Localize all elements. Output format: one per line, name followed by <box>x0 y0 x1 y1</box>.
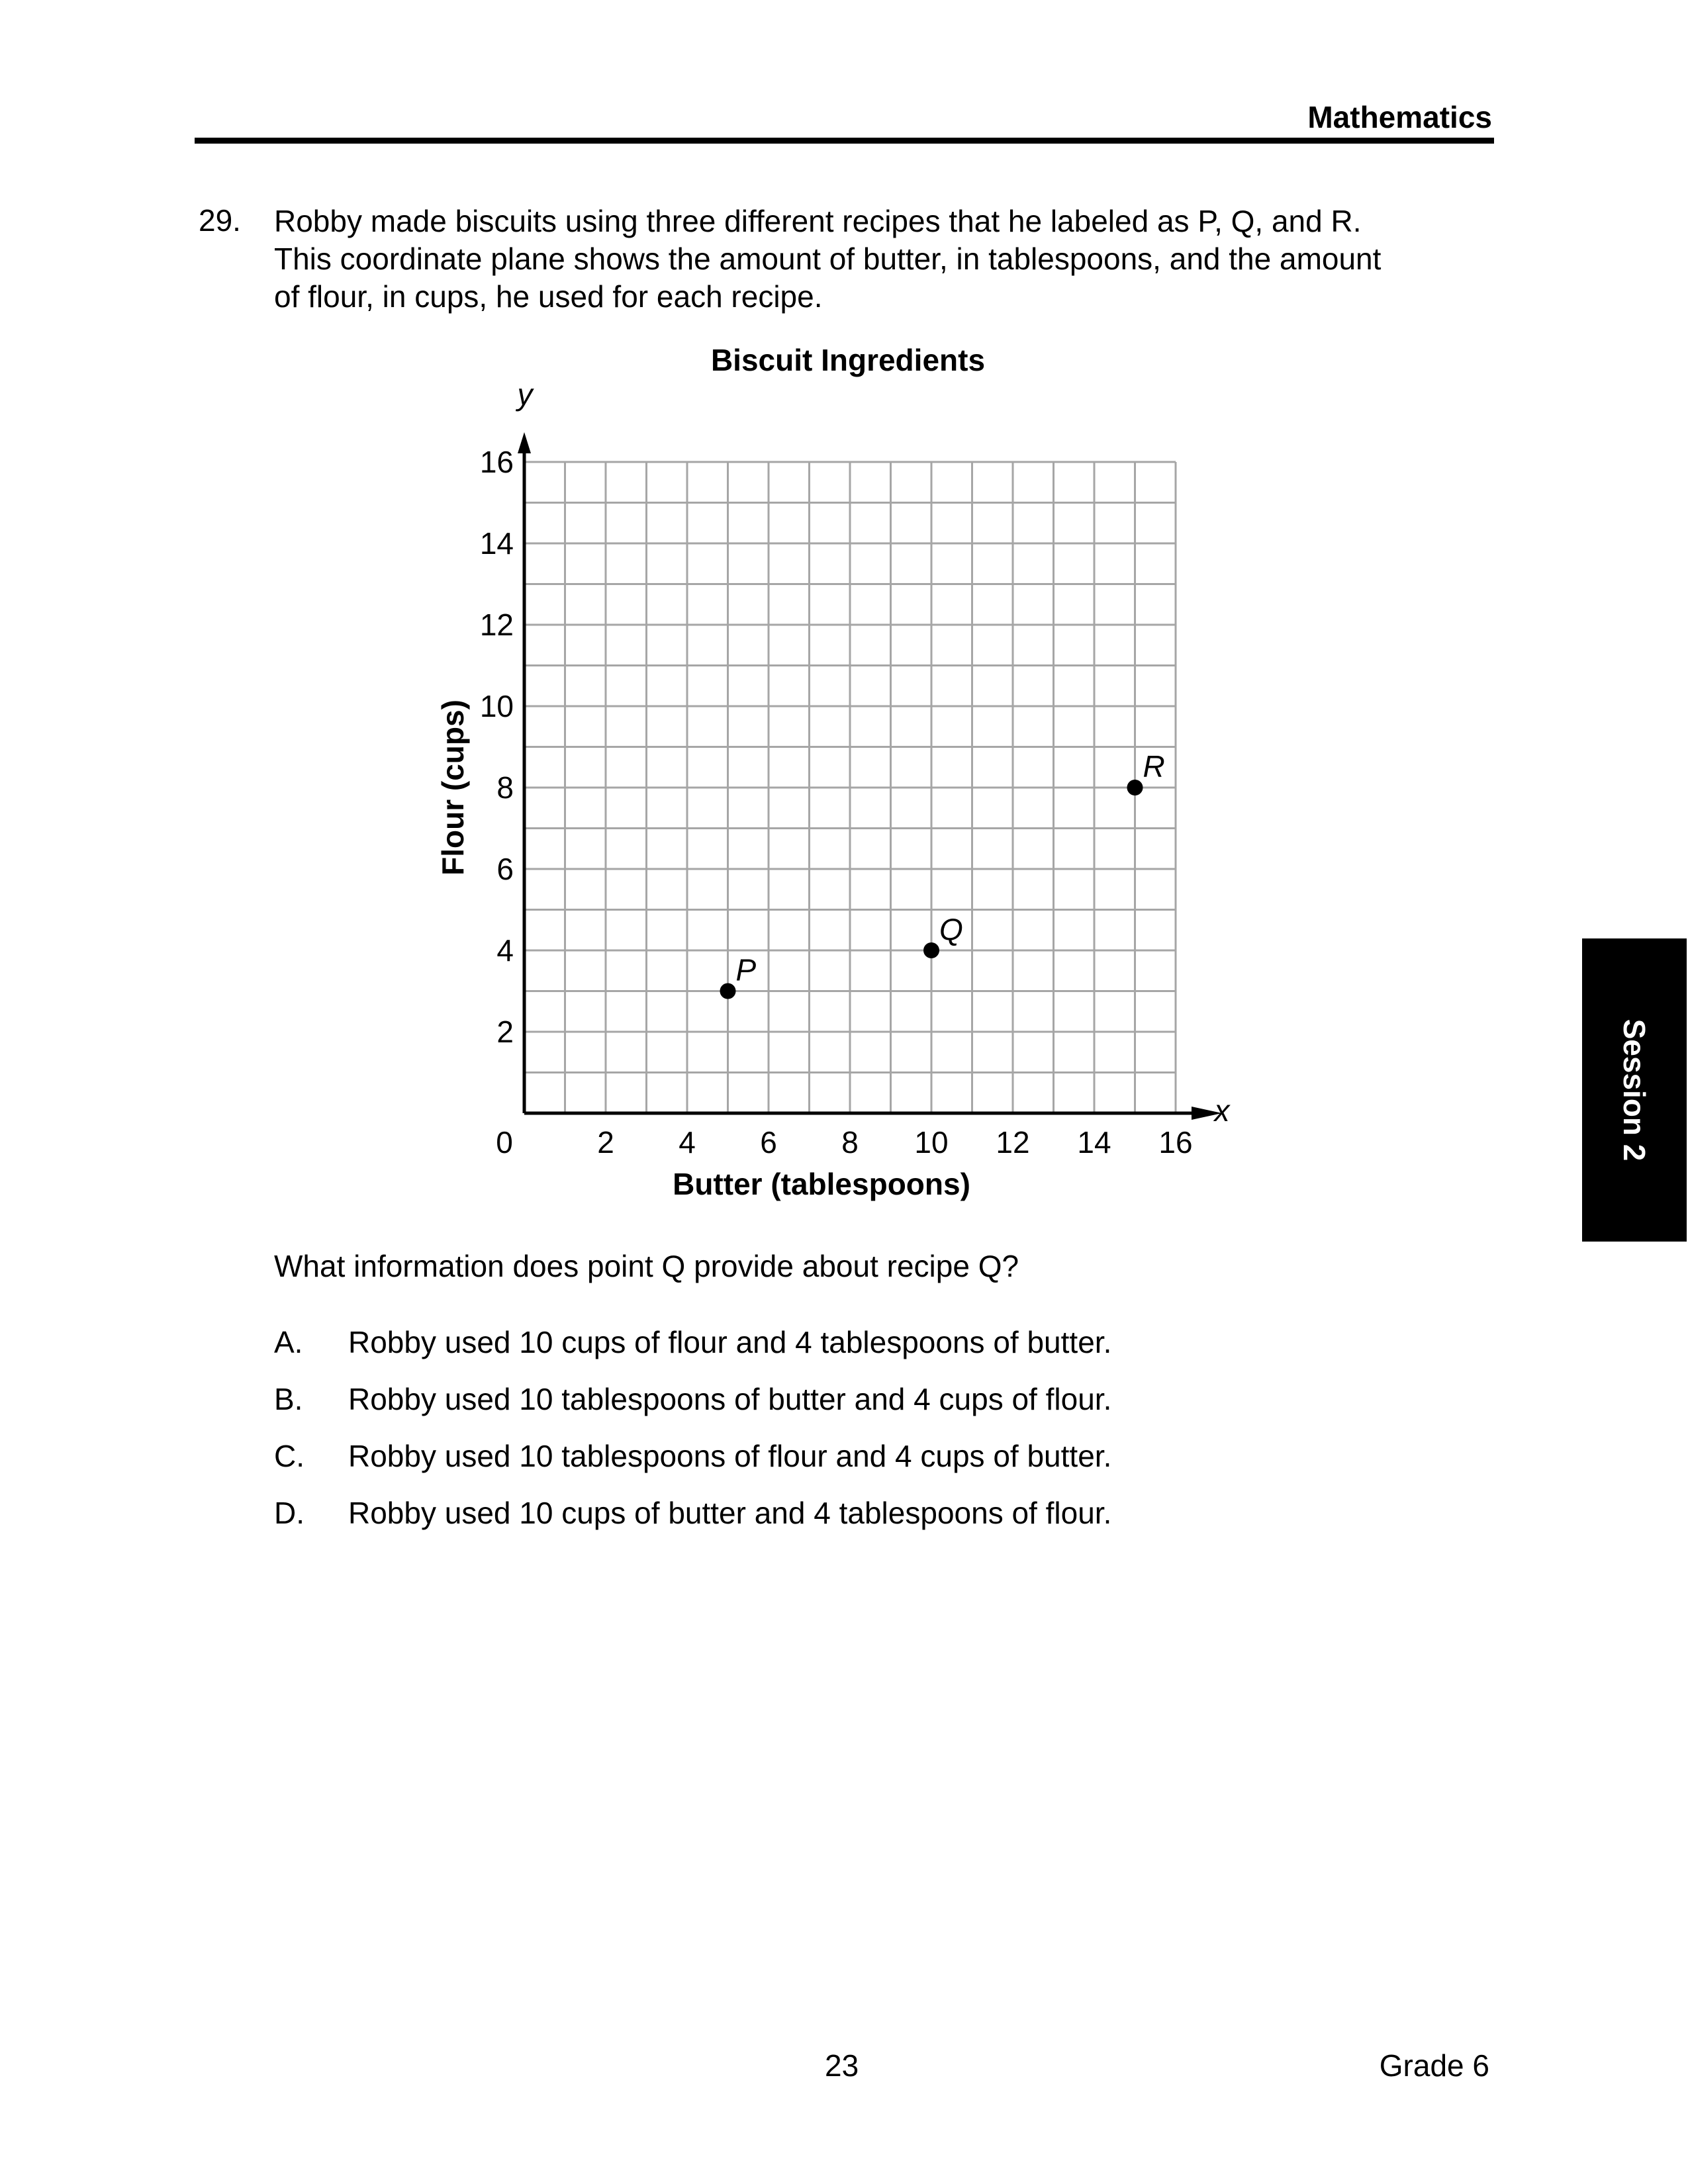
x-tick-label: 8 <box>841 1125 859 1160</box>
question-stem <box>274 203 1505 316</box>
page-number: 23 <box>825 2048 859 2083</box>
chart-tick-labels <box>480 445 1193 1160</box>
choice-text: Robby used 10 tablespoons of butter and 4 cups of flour. <box>348 1382 1112 1416</box>
choice-text: Robby used 10 tablespoons of flour and 4 cups of butter. <box>348 1439 1112 1473</box>
chart-axes <box>518 432 1222 1120</box>
x-axis-letter: x <box>1214 1093 1230 1128</box>
y-tick-label: 16 <box>479 445 514 479</box>
stem-line: Robby made biscuits using three different recipes that he labeled as P, Q, and R. <box>274 204 1362 238</box>
stem-line: of flour, in cups, he used for each recipe. <box>274 279 823 314</box>
question-prompt: What information does point Q provide about recipe Q? <box>274 1249 1019 1283</box>
y-axis-label: Flour (cups) <box>436 700 470 876</box>
x-tick-label: 6 <box>760 1125 777 1160</box>
y-tick-label: 6 <box>496 852 514 886</box>
choice-text: Robby used 10 cups of flour and 4 tablespoons of butter. <box>348 1325 1112 1359</box>
session-tab-label: Session 2 <box>1617 1019 1652 1161</box>
session-tab <box>1582 938 1687 1242</box>
question-number: 29. <box>199 203 241 238</box>
header-rule <box>195 138 1494 144</box>
x-tick-label: 4 <box>679 1125 696 1160</box>
biscuit-ingredients-chart <box>424 338 1284 1218</box>
choice-text: Robby used 10 cups of butter and 4 tablespoons of flour. <box>348 1496 1112 1530</box>
y-tick-label: 12 <box>479 608 514 642</box>
x-tick-label: 14 <box>1077 1125 1111 1160</box>
x-tick-label: 12 <box>996 1125 1030 1160</box>
point-label-q: Q <box>939 912 963 946</box>
x-axis-label: Butter (tablespoons) <box>673 1167 970 1201</box>
y-tick-label: 4 <box>496 933 514 968</box>
choice-letter: B. <box>274 1382 303 1416</box>
stem-line: This coordinate plane shows the amount of butter, in tablespoons, and the amount <box>274 242 1382 276</box>
chart-title: Biscuit Ingredients <box>710 343 986 377</box>
grade-label: Grade 6 <box>1379 2048 1489 2083</box>
point-q <box>923 942 939 958</box>
x-tick-label: 16 <box>1158 1125 1193 1160</box>
point-label-r: R <box>1143 749 1165 784</box>
y-tick-label: 2 <box>496 1015 514 1049</box>
y-axis-arrow <box>518 432 531 453</box>
y-axis-letter: y <box>517 377 533 412</box>
y-tick-label: 8 <box>496 770 514 805</box>
y-tick-label: 14 <box>479 526 514 561</box>
subject-header: Mathematics <box>1307 100 1492 134</box>
y-tick-label: 10 <box>479 689 514 723</box>
chart-grid <box>524 462 1176 1113</box>
point-r <box>1127 780 1143 796</box>
choice-letter: A. <box>274 1325 303 1359</box>
choice-letter: D. <box>274 1496 305 1530</box>
choice-letter: C. <box>274 1439 305 1473</box>
point-label-p: P <box>735 952 757 987</box>
point-p <box>720 983 736 999</box>
x-tick-label: 0 <box>496 1125 513 1160</box>
x-tick-label: 10 <box>914 1125 949 1160</box>
x-tick-label: 2 <box>597 1125 614 1160</box>
